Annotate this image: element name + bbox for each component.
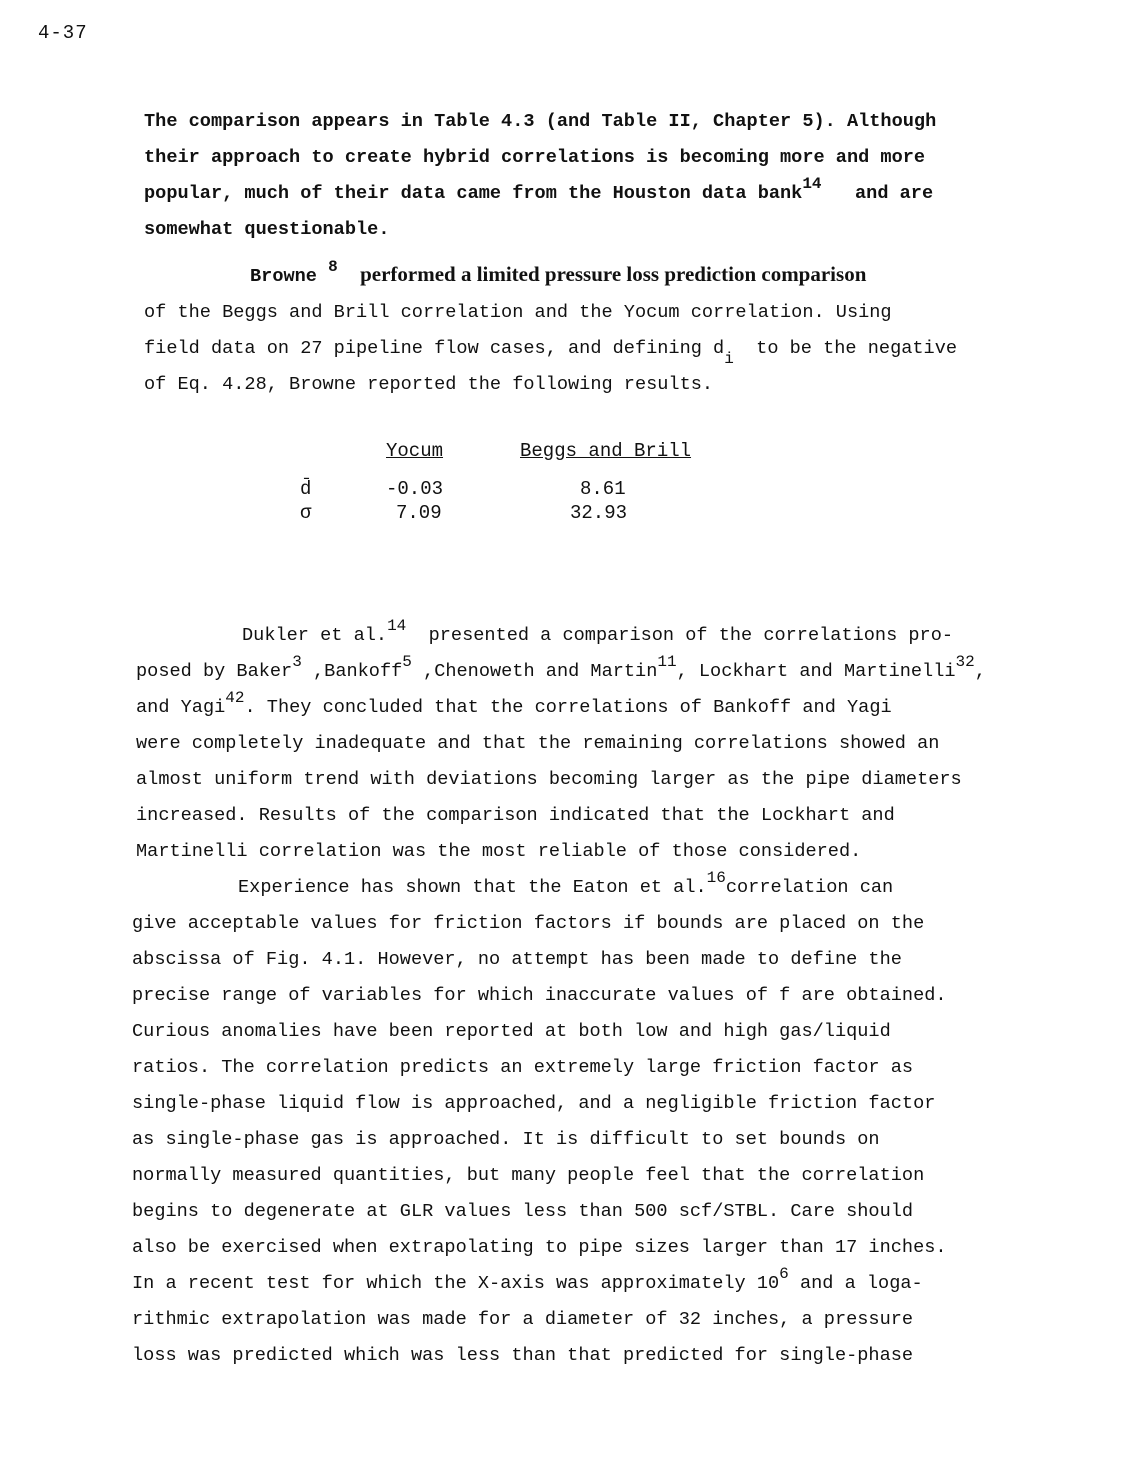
text-line xyxy=(136,618,1036,654)
text-line: single-phase liquid flow is approached, and a negligible friction factor xyxy=(132,1093,936,1114)
text-line: begins to degenerate at GLR values less than 500 scf/STBL. Care should xyxy=(132,1201,914,1222)
text-line xyxy=(144,176,1044,212)
text-run: presented a comparison of the correlations pro- xyxy=(428,625,954,646)
reference-number: 5 xyxy=(402,653,412,671)
text-line: The comparison appears in Table 4.3 (and Table II, Chapter 5). Although xyxy=(144,111,937,132)
paragraph-eaton xyxy=(132,870,1032,1374)
text-line: their approach to create hybrid correlations is becoming more and more xyxy=(144,147,926,168)
column-header-beggs-brill: Beggs and Brill xyxy=(520,440,692,462)
text-run: posed by Baker xyxy=(136,661,293,682)
reference-number: 32 xyxy=(955,653,975,671)
text-line: also be exercised when extrapolating to pipe sizes larger than 17 inches. xyxy=(132,1237,947,1258)
text-line: loss was predicted which was less than that predicted for single-phase xyxy=(132,1345,914,1366)
text-run: , Lockhart and Martinelli xyxy=(676,661,956,682)
cell-yocum: -0.03 xyxy=(386,478,444,500)
column-header-yocum: Yocum xyxy=(386,440,444,462)
text-run: Experience has shown that the Eaton et al. xyxy=(238,877,707,898)
text-line: normally measured quantities, but many people feel that the correlation xyxy=(132,1165,925,1186)
text-line: abscissa of Fig. 4.1. However, no attempt has been made to define the xyxy=(132,949,902,970)
reference-number: 42 xyxy=(225,689,245,707)
paragraph-comparison xyxy=(144,104,1044,248)
text-line xyxy=(144,331,1044,367)
text-run: ,Bankoff xyxy=(313,661,403,682)
text-run: In a recent test for which the X-axis was approximately 10 xyxy=(132,1273,780,1294)
text-run: Dukler et al. xyxy=(242,625,388,646)
paragraph-dukler xyxy=(136,618,1036,870)
text-line xyxy=(136,654,1036,690)
text-run: , xyxy=(974,661,986,682)
reference-number: 14 xyxy=(387,617,407,635)
reference-number: 8 xyxy=(328,258,338,276)
text-line xyxy=(132,870,1032,906)
reference-number: 11 xyxy=(657,653,677,671)
text-run: ,Chenoweth and Martin xyxy=(423,661,658,682)
text-line: ratios. The correlation predicts an extremely large friction factor as xyxy=(132,1057,914,1078)
cell-beggs-brill: 32.93 xyxy=(570,502,628,524)
text-run: correlation can xyxy=(725,877,894,898)
text-line: rithmic extrapolation was made for a diameter of 32 inches, a pressure xyxy=(132,1309,914,1330)
cell-beggs-brill: 8.61 xyxy=(580,478,626,500)
text-line xyxy=(132,1266,1032,1302)
page-number: 4-37 xyxy=(38,22,88,44)
text-line: give acceptable values for friction factors if bounds are placed on the xyxy=(132,913,925,934)
reference-number: 3 xyxy=(292,653,302,671)
superscript-exponent: 6 xyxy=(779,1265,789,1283)
text-run: Browne xyxy=(250,266,317,287)
subscript: i xyxy=(724,350,734,368)
text-line xyxy=(144,256,1044,295)
text-line: Martinelli correlation was the most reliable of those considered. xyxy=(136,841,862,862)
text-line: precise range of variables for which inaccurate values of f are obtained. xyxy=(132,985,947,1006)
reference-number: 16 xyxy=(706,869,726,887)
text-run: to be the negative xyxy=(756,338,958,359)
text-line: of Eq. 4.28, Browne reported the following results. xyxy=(144,374,714,395)
text-line: of the Beggs and Brill correlation and the Yocum correlation. Using xyxy=(144,302,892,323)
text-line: were completely inadequate and that the remaining correlations showed an xyxy=(136,733,940,754)
paragraph-browne xyxy=(144,256,1044,403)
text-run: performed a limited pressure loss prediction comparison xyxy=(360,262,867,286)
row-symbol: d̄ xyxy=(300,478,312,500)
text-line: as single-phase gas is approached. It is difficult to set bounds on xyxy=(132,1129,880,1150)
text-line: somewhat questionable. xyxy=(144,219,390,240)
text-run: and are xyxy=(855,183,934,204)
reference-number: 14 xyxy=(802,175,822,193)
row-symbol: σ xyxy=(300,502,312,524)
text-line: increased. Results of the comparison indicated that the Lockhart and xyxy=(136,805,895,826)
text-line xyxy=(136,690,1036,726)
text-line: Curious anomalies have been reported at both low and high gas/liquid xyxy=(132,1021,891,1042)
text-run: popular, much of their data came from the Houston data bank xyxy=(144,183,803,204)
text-run: and Yagi xyxy=(136,697,226,718)
text-line: almost uniform trend with deviations becoming larger as the pipe diameters xyxy=(136,769,962,790)
text-run: . They concluded that the correlations of Bankoff and Yagi xyxy=(244,697,892,718)
cell-yocum: 7.09 xyxy=(396,502,442,524)
text-run: and a loga- xyxy=(799,1273,923,1294)
text-run: field data on 27 pipeline flow cases, and defining d xyxy=(144,338,725,359)
